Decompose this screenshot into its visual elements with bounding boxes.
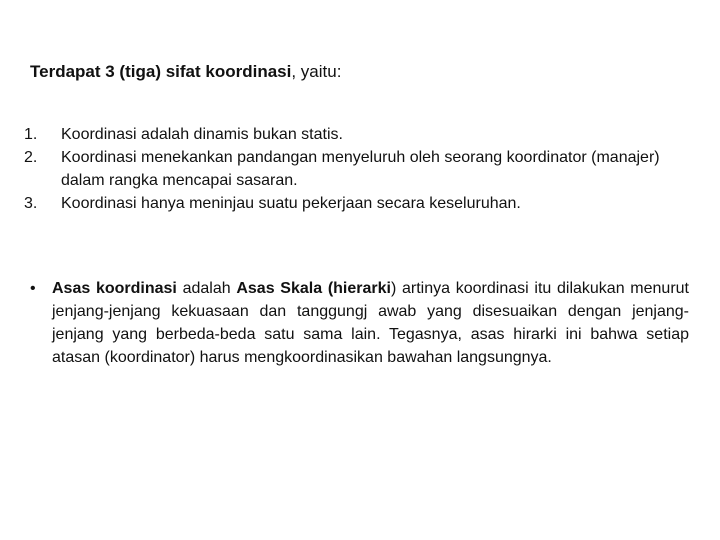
heading-rest-text: , yaitu: (291, 62, 342, 81)
list-item-number: 2. (24, 149, 38, 166)
list-item-number: 3. (24, 195, 38, 212)
bullet-term-asas-skala: Asas Skala (hierarki (236, 280, 391, 297)
heading-bold-text: Terdapat 3 (tiga) sifat koordinasi (30, 62, 292, 81)
numbered-list (24, 123, 684, 215)
bullet-text-part-1: adalah (176, 280, 237, 297)
list-item (24, 146, 684, 192)
list-item-text: Koordinasi adalah dinamis bukan statis. (61, 126, 343, 143)
bullet-term-asas-koordinasi: Asas koordinasi (52, 280, 177, 297)
list-item-text: Koordinasi menekankan pandangan menyeluruh oleh seorang koordinator (manajer) dalam rangka mencapai sasaran. (61, 149, 660, 189)
list-item-number: 1. (24, 126, 38, 143)
bullet-list (30, 277, 689, 369)
list-item (24, 123, 684, 146)
bullet-item (30, 277, 689, 369)
bullet-text-part-2: ) artinya koordinasi itu dilakukan menurut jenjang-jenjang kekuasaan dan tanggungj awab yang disesuaikan dengan jenjang-jenjang yang berbeda-beda satu sama lain. Tegasnya, asas hirarki ini bahwa setiap atasan (koordinator) harus mengkoordinasikan bawahan langsungnya. (52, 280, 689, 366)
list-item-text: Koordinasi hanya meninjau suatu pekerjaan secara keseluruhan. (61, 195, 521, 212)
bullet-marker: • (30, 280, 36, 297)
list-item (24, 192, 684, 215)
heading (30, 60, 341, 84)
